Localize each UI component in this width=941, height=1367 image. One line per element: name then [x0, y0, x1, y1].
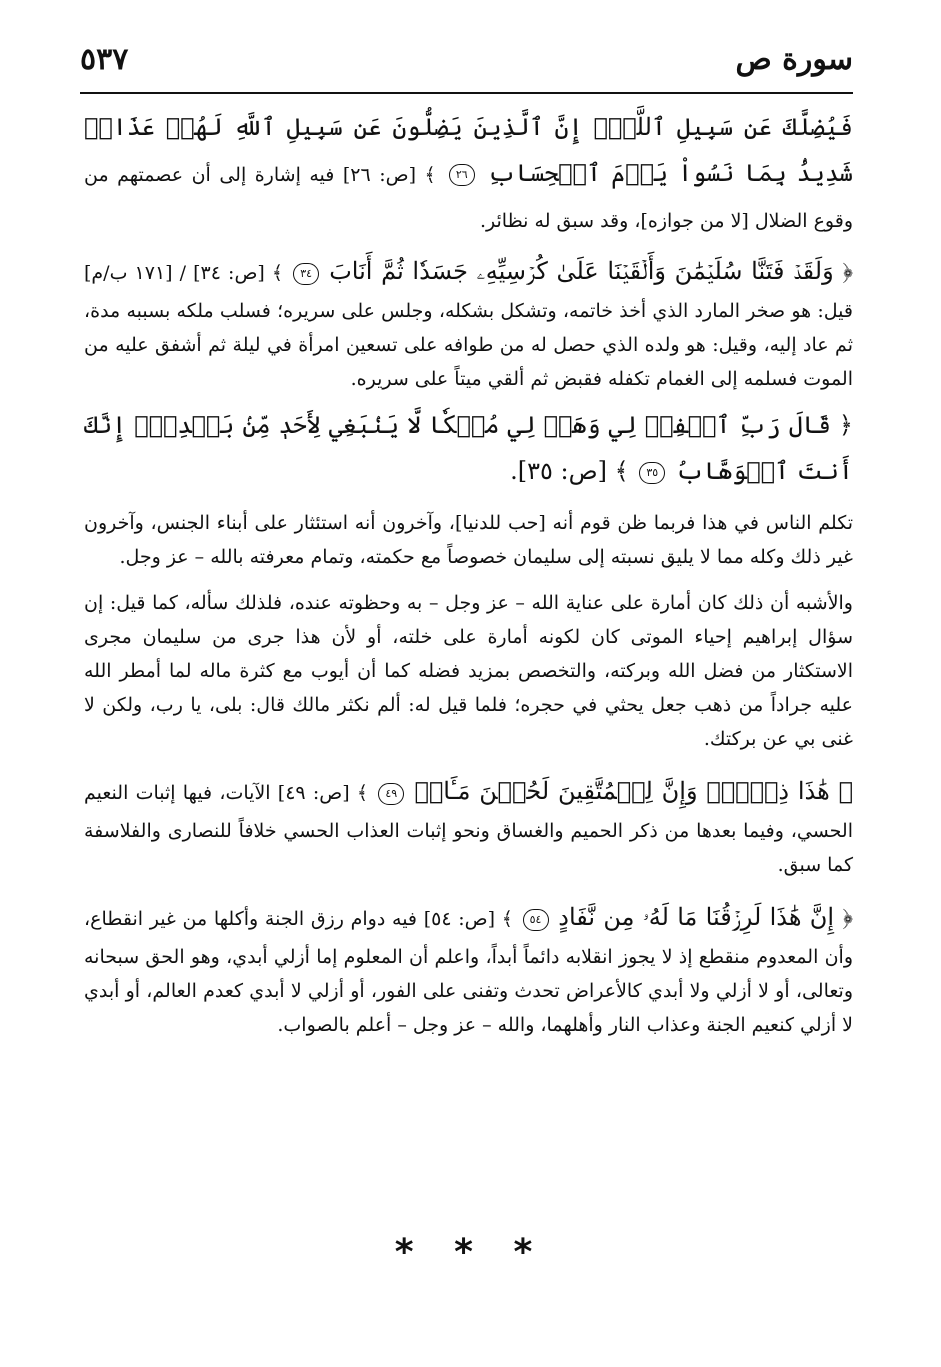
header-rule	[80, 92, 853, 94]
verse-text: ﴿ إِنَّ هَٰذَا لَرِزۡقُنَا مَا لَهُۥ مِن نَّفَادٍ	[558, 903, 853, 931]
verse-text: ﴿ هَٰذَا ذِكۡرٞۚ وَإِنَّ لِلۡمُتَّقِينَ لَحُسۡنَ مَـَٔابٖ	[414, 777, 854, 805]
commentary-text: والأشبه أن ذلك كان أمارة على عناية الله – عز وجل – به وحظوته عنده، فلذلك سأله، كما قيل: إن سؤال إبراهيم إحياء الموتى كان لكونه أمارة على خلته، أو لأن هذا جرى من سليمان مجرى الاستكثار من فضل الله وبركته، والتخصص بمزيد فضله كما أن أيوب مع كثرة ماله لما أمطر الله عليه جراداً من ذهب جعل يحثي في حجره؛ فلما قيل له: ألم نكثر مالك قال: بلى، يا رب، ولكن لا غنى بي عن بركتك.	[84, 592, 853, 750]
paragraph-verse-35	[84, 402, 853, 494]
verse-text: فَيُضِلَّكَ عَن سَبِيلِ ٱللَّهِۚ إِنَّ ٱلَّذِينَ يَضِلُّونَ عَن سَبِيلِ ٱللَّهِ لَهُمۡ عَذَابٞ شَدِيدُۢ بِمَا نَسُواْ يَوۡمَ ٱلۡحِسَابِ	[84, 113, 853, 187]
paragraph-commentary-sign	[84, 586, 853, 756]
verse-text: ﴿ قَالَ رَبِّ ٱغۡفِرۡ لِي وَهَبۡ لِي مُلۡكٗا لَّا يَنۢبَغِي لِأَحَدٖ مِّنۢ بَعۡدِيٓۖ إِنَّكَ أَنتَ ٱلۡوَهَّابُ	[84, 411, 853, 485]
page-number: ٥٣٧	[80, 42, 129, 77]
paragraph-commentary-people	[84, 506, 853, 574]
sura-title: سورة ص	[735, 42, 853, 77]
ayah-number-marker: ٥٤	[523, 909, 549, 931]
page-body	[84, 104, 853, 1042]
commentary-text: تكلم الناس في هذا فربما ظن قوم أنه [حب للدنيا]، وآخرون أنه استئثار على أبناء الجنس، وآخرون غير ذلك وكله مما لا يليق نسبته إلى سليمان خصوصاً مع حكمته، وتمام معرفته بالله – عز وجل.	[84, 512, 853, 568]
paragraph-verse-49	[84, 768, 853, 882]
verse-reference: ﴾ [ص: ٣٥].	[510, 457, 629, 485]
section-separator: * * *	[394, 1232, 547, 1273]
commentary-text: ﴾ [ص: ٤٩] الآيات، فيها إثبات النعيم الحسي، وفيما بعدها من ذكر الحميم والغساق ونحو إثبات العذاب الحسي خلافاً للنصارى والفلاسفة كما سبق.	[84, 782, 853, 876]
paragraph-verse-34	[84, 248, 853, 396]
ayah-number-marker: ٢٦	[449, 164, 475, 186]
commentary-text: ﴾ [ص: ٢٦] فيه إشارة إلى أن عصمتهم من وقوع الضلال [لا من جوازه]، وقد سبق له نظائر.	[84, 164, 853, 232]
paragraph-verse-26	[84, 104, 853, 242]
ayah-number-marker: ٣٥	[639, 462, 665, 484]
commentary-text: ﴾ [ص: ٥٤] فيه دوام رزق الجنة وأكلها من غير انقطاع، وأن المعدوم منقطع إذ لا يجوز انقلابه دائماً أبداً، واعلم أن المعلوم إما أزلي أبدي، وهو الحق سبحانه وتعالى، أو لا أزلي ولا أبدي كالأعراض تحدث وتفنى على الفور، أو أزلي لا أبدي كعدم العالم، أو أبدي لا أزلي كنعيم الجنة وعذاب النار وأهلهما، والله – عز وجل – أعلم بالصواب.	[84, 908, 853, 1036]
ayah-number-marker: ٣٤	[293, 263, 319, 285]
paragraph-verse-54	[84, 894, 853, 1042]
ayah-number-marker: ٤٩	[378, 783, 404, 805]
page-header	[80, 36, 853, 94]
commentary-text: ﴾ [ص: ٣٤] / [١٧١ ب/م] قيل: هو صخر المارد الذي أخذ خاتمه، وتشكل بشكله، وجلس على سريره؛ فسلب ملكه بسببه مدة، ثم عاد إليه، وقيل: هو ولده الذي حصل له من طوافه على تسعين امرأة في ليلة ثم أشفق عليه من الموت فسلمه إلى الغمام تكفله فقبض ثم ألقي ميتاً على سريره.	[84, 262, 853, 390]
verse-text: ﴿ وَلَقَدۡ فَتَنَّا سُلَيۡمَٰنَ وَأَلۡقَيۡنَا عَلَىٰ كُرۡسِيِّهِۦ جَسَدٗا ثُمَّ أَنَابَ	[329, 257, 853, 285]
